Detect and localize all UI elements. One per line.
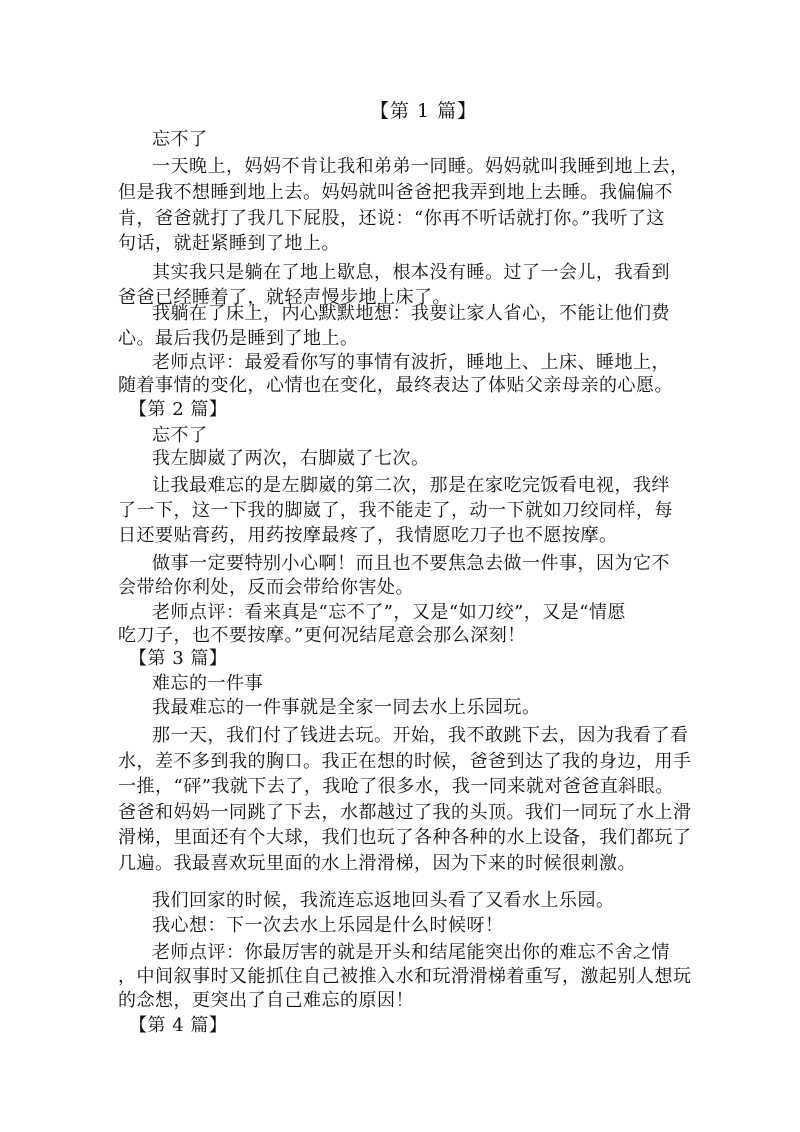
paragraph-line: 爸爸已经睡着了，就轻声慢步地上床了。 bbox=[118, 287, 451, 308]
teacher-comment-line: 随着事情的变化，心情也在变化，最终表达了体贴父亲母亲的心愿。 bbox=[118, 375, 673, 396]
paragraph-line: 但是我不想睡到地上去。妈妈就叫爸爸把我弄到地上去睡。我偏偏不 bbox=[118, 182, 673, 203]
section-3-title: 难忘的一件事 bbox=[152, 673, 263, 694]
paragraph-line: 肯，爸爸就打了我几下屁股，还说：“你再不听话就打你。”我听了这 bbox=[118, 208, 665, 229]
paragraph-line: 其实我只是躺在了地上歇息，根本没有睡。过了一会儿，我看到 bbox=[152, 262, 670, 283]
paragraph-line: 我最难忘的一件事就是全家一同去水上乐园玩。 bbox=[152, 697, 541, 718]
teacher-comment-line: 的念想，更突出了自己难忘的原因！ bbox=[118, 990, 414, 1011]
paragraph-line: 让我最难忘的是左脚崴的第二次，那是在家吃完饭看电视，我绊 bbox=[152, 475, 670, 496]
section-1-header: 【第 1 篇】 bbox=[370, 100, 478, 122]
paragraph-line: 我躺在了床上，内心默默地想：我要让家人省心，不能让他们费 bbox=[152, 303, 670, 324]
teacher-comment-line: 老师点评：你最厉害的就是开头和结尾能突出你的难忘不舍之情 bbox=[152, 942, 670, 963]
section-2-title: 忘不了 bbox=[152, 425, 208, 446]
paragraph-line: 心。最后我仍是睡到了地上。 bbox=[118, 328, 359, 349]
paragraph-line: 一推，“砰”我就下去了，我呛了很多水，我一同来就对爸爸直斜眼。 bbox=[118, 776, 674, 797]
paragraph-line: 爸爸和妈妈一同跳了下去，水都越过了我的头顶。我们一同玩了水上滑 bbox=[118, 802, 692, 823]
paragraph-line: 了一下，这一下我的脚崴了，我不能走了，动一下就如刀绞同样，每 bbox=[118, 500, 673, 521]
section-3-header: 【第 3 篇】 bbox=[129, 648, 228, 669]
paragraph-line: 会带给你利处，反而会带给你害处。 bbox=[118, 577, 414, 598]
teacher-comment-line: 老师点评：看来真是“忘不了”，又是“如刀绞”，又是“情愿 bbox=[152, 602, 627, 623]
paragraph-line: 做事一定要特别小心啊！而且也不要焦急去做一件事，因为它不 bbox=[152, 553, 670, 574]
paragraph-line: 一天晚上，妈妈不肯让我和弟弟一同睡。妈妈就叫我睡到地上去， bbox=[152, 156, 689, 177]
paragraph-line: 几遍。我最喜欢玩里面的水上滑滑梯，因为下来的时候很刺激。 bbox=[118, 853, 636, 874]
paragraph-line: 句话，就赶紧睡到了地上。 bbox=[118, 233, 340, 254]
teacher-comment-line: ，中间叙事时又能抓住自己被推入水和玩滑滑梯着重写，激起别人想玩 bbox=[118, 966, 692, 987]
paragraph-line: 我左脚崴了两次，右脚崴了七次。 bbox=[152, 448, 430, 469]
section-4-header: 【第 4 篇】 bbox=[129, 1015, 228, 1036]
section-1-title: 忘不了 bbox=[152, 129, 208, 150]
section-2-header: 【第 2 篇】 bbox=[129, 399, 228, 420]
paragraph-line: 我心想：下一次去水上乐园是什么时候呀！ bbox=[152, 915, 504, 936]
teacher-comment-line: 老师点评：最爱看你写的事情有波折，睡地上、上床、睡地上， bbox=[152, 352, 670, 373]
teacher-comment-line: 吃刀子，也不要按摩。”更何况结尾意会那么深刻！ bbox=[118, 625, 526, 646]
paragraph-line: 那一天，我们付了钱进去玩。开始，我不敢跳下去，因为我看了看 bbox=[152, 725, 689, 746]
paragraph-line: 日还要贴膏药，用药按摩最疼了，我情愿吃刀子也不愿按摩。 bbox=[118, 525, 618, 546]
paragraph-line: 滑梯，里面还有个大球，我们也玩了各种各种的水上设备，我们都玩了 bbox=[118, 827, 692, 848]
paragraph-line: 水，差不多到我的胸口。我正在想的时候，爸爸到达了我的身边，用手 bbox=[118, 751, 692, 772]
paragraph-line: 我们回家的时候，我流连忘返地回头看了又看水上乐园。 bbox=[152, 890, 615, 911]
